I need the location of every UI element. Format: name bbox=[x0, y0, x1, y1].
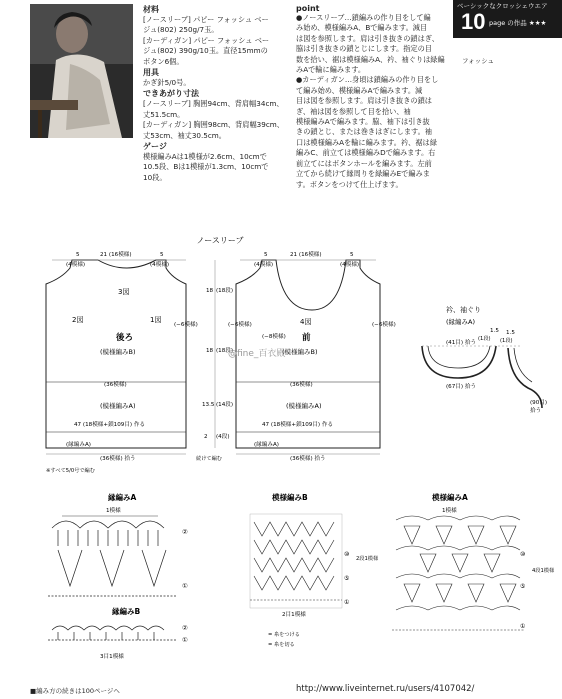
back-pick: (36模様) 拾う bbox=[100, 456, 136, 462]
vert-dim-a: 18 bbox=[206, 288, 214, 294]
pattern-a-mark-2: ⑤ bbox=[520, 583, 526, 590]
front-piece-name: 前 bbox=[302, 333, 311, 343]
edge-a-title: 縁編みA bbox=[108, 493, 137, 502]
back-pattern-a: (模様編みA) bbox=[100, 402, 136, 410]
gauge-title: ゲージ bbox=[143, 142, 167, 152]
collar-dim1: 1.5 bbox=[490, 328, 499, 334]
page-header-badge bbox=[453, 0, 562, 38]
vert-rows-c: (14段) bbox=[216, 402, 234, 408]
materials-title: 材料 bbox=[143, 5, 159, 14]
back-left-figure: 2図 bbox=[72, 316, 84, 324]
back-side-rows-left: (4模様) bbox=[66, 262, 86, 268]
page-number: 10 bbox=[461, 9, 486, 34]
front-border: (縁編みA) bbox=[254, 442, 279, 448]
front-neck-decrease: (−8模様) bbox=[262, 334, 286, 340]
edge-b-stitches bbox=[48, 626, 176, 640]
pattern-b-mark-2: ⑤ bbox=[344, 575, 350, 582]
pattern-a-mark-3: ① bbox=[520, 623, 526, 630]
back-neck-figure: 3図 bbox=[118, 288, 130, 296]
collar-pick1: (41目) 拾う bbox=[446, 340, 477, 346]
finished-size-title: できあがり寸法 bbox=[143, 89, 199, 99]
front-side-rows-left: (4模様) bbox=[254, 262, 274, 268]
front-decrease-right: (−6模様) bbox=[372, 322, 396, 328]
collar-rows1: (1段) bbox=[478, 336, 491, 342]
edge-a-repeat: 1模様 bbox=[106, 508, 121, 514]
needle-note: ※すべて5/0号で編む bbox=[46, 468, 95, 474]
point-text: ●ノースリーブ…鎖編みの作り目をして編 み始め、模様編みA、Bで編みます。減目 は図を参照します。肩は引き抜きの鎖はぎ、 脇は引き抜きの鎖とじにします。指定の目 数を拾い、裾は模様編みA、衿、袖ぐりは緑編 みAで輪に編みます。 ●カーディガン…身頃は鎖編みの作り目をし て編み始め、模様編みAで編みます。減 目は図を参照します。肩は引き抜きの鎖は ぎ、袖は図を参照して目を拾い、袖 模様編みAで編みます。脇、袖下は引き抜 きの鎖とじ、または巻きはぎにします。袖 口は模様編みAを輪に編みます。衿、裾は緑 編みC、前立ては模様編みDで編みます。右 前立てにはボタンホールを編みます。左前 立てから続けて縁周りを緑編みEで編みま す。ボタンをつけて仕上げます。 bbox=[296, 13, 445, 189]
front-side-dim-right: 5 bbox=[350, 252, 354, 258]
front-decrease-left: (−6模様) bbox=[228, 322, 252, 328]
gauge-text: 模様編みAは1模様が2.6cm、10cmで 10.5段、Bは1模様が1.3cm、10cmで 10段。 bbox=[143, 152, 269, 182]
collar-sub: (縁編みA) bbox=[446, 318, 476, 326]
pattern-a-mark-1: ⑩ bbox=[520, 551, 526, 558]
tools-title: 用具 bbox=[143, 68, 159, 78]
materials-text: [ノースリーブ] パピー フォッシュ ベー ジュ(802) 250g/7玉。 [カーディガン] パピー フォッシュ ベー ジュ(802) 390g/10玉。直径15mmの ボタン6個。 bbox=[143, 15, 270, 66]
front-width: (36模様) bbox=[290, 382, 313, 388]
back-piece-name: 後ろ bbox=[116, 333, 134, 343]
collar-pick3: (90目) bbox=[530, 400, 548, 406]
front-side-rows-right: (4模様) bbox=[340, 262, 360, 268]
footer-url[interactable]: http://www.liveinternet.ru/users/4107042/ bbox=[296, 684, 475, 694]
pattern-b-rows: 2段1模様 bbox=[356, 556, 379, 562]
front-top-dim: 21 (16模様) bbox=[290, 252, 322, 258]
pattern-a-rows: 4段1模様 bbox=[532, 568, 555, 574]
pattern-b-mark-3: ① bbox=[344, 599, 350, 606]
back-side-dim-right: 5 bbox=[160, 252, 164, 258]
pattern-b-repeat: 2目1模様 bbox=[282, 612, 306, 618]
continue-note: 続けて編む bbox=[196, 456, 222, 462]
pattern-b-mark-1: ⑩ bbox=[344, 551, 350, 558]
back-side-dim-left: 5 bbox=[76, 252, 80, 258]
front-side-dim-left: 5 bbox=[264, 252, 268, 258]
page-subtitle: page の作品 ★★★ bbox=[489, 19, 547, 27]
vert-dim-b: 18 bbox=[206, 348, 214, 354]
vert-dim-c: 13.5 bbox=[202, 402, 215, 408]
footer-continue: ■編み方の続きは100ページへ bbox=[30, 687, 120, 695]
diagram-title: ノースリーブ bbox=[196, 236, 244, 245]
edge-b-title: 縁編みB bbox=[112, 607, 141, 616]
stitch-charts bbox=[0, 488, 562, 688]
front-pattern-a: (模様編みA) bbox=[286, 402, 322, 410]
pattern-b-title: 模様編みB bbox=[272, 493, 308, 502]
edge-a-row1: ① bbox=[182, 582, 188, 590]
collar-pick2: (67目) 拾う bbox=[446, 384, 477, 390]
point-title: point bbox=[296, 4, 320, 13]
back-border: (縁編みA) bbox=[66, 442, 91, 448]
front-neck-figure: 4図 bbox=[300, 318, 312, 326]
back-decrease: (−6模様) bbox=[174, 322, 198, 328]
back-start: 47 (18模様+鎖109目) 作る bbox=[74, 422, 146, 428]
edge-b-repeat: 3目1模様 bbox=[100, 654, 124, 660]
legend-join: = 糸をつける bbox=[268, 632, 300, 638]
edge-a-stitches bbox=[48, 521, 176, 596]
collar-dim2: 1.5 bbox=[506, 330, 515, 336]
back-side-rows-right: (4模様) bbox=[150, 262, 170, 268]
vert-rows-b: (18段) bbox=[216, 348, 234, 354]
model-photo bbox=[30, 4, 133, 138]
edge-b-row1: ① bbox=[182, 636, 188, 644]
back-top-dim: 21 (16模様) bbox=[100, 252, 132, 258]
front-pattern-b: (模様編みB) bbox=[282, 348, 318, 356]
watermark: @fine_百衣殿 bbox=[228, 349, 286, 359]
legend-cut: = 糸を切る bbox=[268, 642, 295, 648]
brand-label: フォッシュ bbox=[462, 57, 495, 65]
tools-text: かぎ針5/0号。 bbox=[143, 78, 191, 88]
collar-title: 衿、袖ぐり bbox=[446, 306, 481, 314]
vert-dim-d: 2 bbox=[204, 434, 208, 440]
pattern-a-stitches bbox=[392, 516, 524, 630]
front-start: 47 (18模様+鎖109目) 作る bbox=[262, 422, 334, 428]
edge-b-row2: ② bbox=[182, 624, 188, 632]
back-right-figure: 1図 bbox=[150, 316, 162, 324]
front-pick: (36模様) 拾う bbox=[290, 456, 326, 462]
edge-a-row2: ② bbox=[182, 528, 188, 536]
schematic-diagram bbox=[0, 228, 562, 478]
pattern-b-stitches bbox=[250, 522, 342, 600]
collar-rows2: (1段) bbox=[500, 338, 513, 344]
back-pattern-b: (模様編みB) bbox=[100, 348, 136, 356]
collar-pick3b: 拾う bbox=[530, 408, 542, 414]
pattern-a-repeat: 1模様 bbox=[442, 508, 457, 514]
vert-rows-d: (4段) bbox=[216, 434, 230, 440]
back-width: (36模様) bbox=[104, 382, 127, 388]
series-title: ベーシックなクロッシェウエア bbox=[457, 2, 548, 10]
finished-size-text: [ノースリーブ] 胸囲94cm、背肩幅34cm、 丈51.5cm。 [カーディガン] 胸囲98cm、背肩幅39cm、 丈53cm、袖丈30.5cm。 bbox=[143, 99, 284, 140]
vert-rows-a: (18段) bbox=[216, 288, 234, 294]
pattern-a-title: 模様編みA bbox=[432, 493, 468, 502]
